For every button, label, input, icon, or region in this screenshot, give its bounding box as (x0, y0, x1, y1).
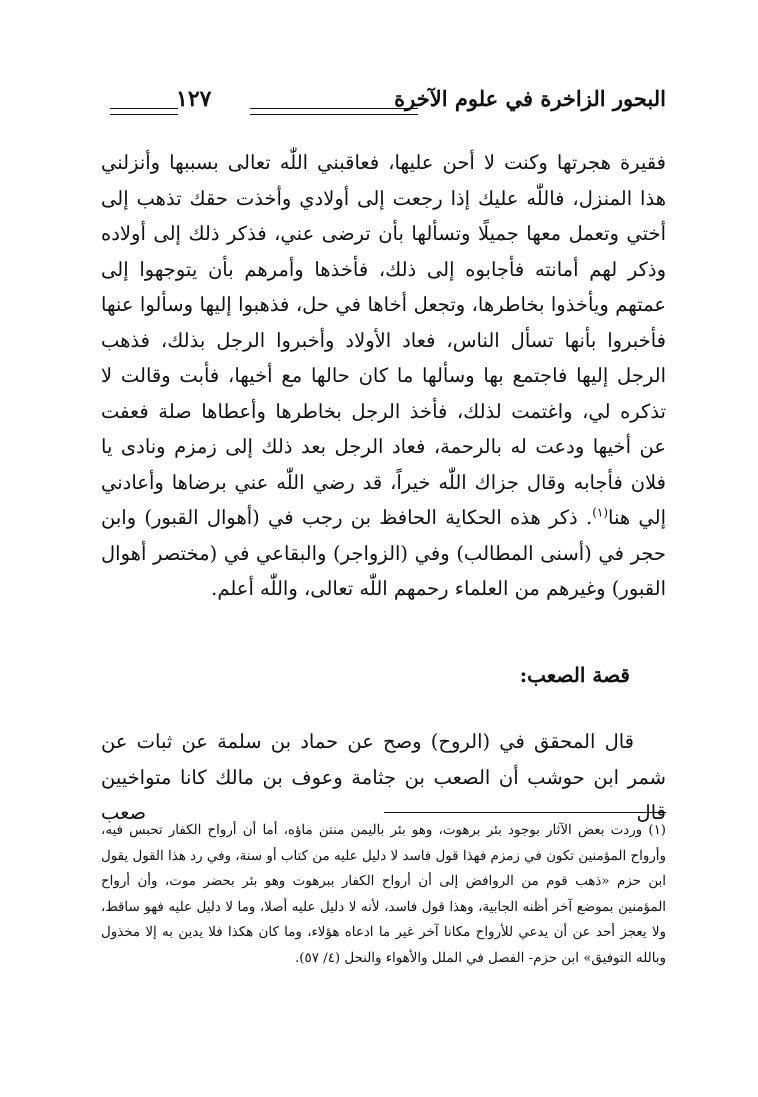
page-number: ١٢٧ (176, 86, 212, 112)
header-rule (250, 108, 418, 115)
footnote-reference[interactable]: (١) (592, 505, 609, 520)
main-text-after-ref: . ذكر هذه الحكاية الحافظ بن رجب في (أهوال القبور) وابن حجر في (أسنى المطالب) وفي (الزواجر) والبقاعي في (مختصر أهوال القبور) وغيرهم من العلماء رحمهم اللّٰه تعالى، واللّٰه أعلم. (101, 506, 666, 600)
section-heading: قصة الصعب: (519, 663, 630, 687)
main-text (101, 145, 666, 607)
footnote-block (101, 818, 666, 971)
footnote-separator (384, 812, 666, 813)
header-rule-short (110, 108, 178, 115)
section-text (101, 724, 666, 831)
main-text-before-ref: فقيرة هجرتها وكنت لا أحن عليها، فعاقبني اللّٰه تعالى بسببها وأنزلني هذا المنزل، فاللّٰه عليك إذا رجعت إلى أولادي وأخذت حقك تذهب إلى أختي وتعمل معها جميلًا وتسألها بأن ترضى عني، فذكر ذلك إلى أولاده وذكر لهم أمانته فأجابوه إلى ذلك، فأخذها وأمرهم بأن يتوجهوا إلى عمتهم ويأخذوا بخاطرها، وتجعل أخاها في حل، فذهبوا إليها وسألوا عنها فأخبروا بأنها تسأل الناس، فعاد الأولاد وأخبروا الرجل بذلك، فذهب الرجل إليها فاجتمع بها وسألها ما كان حالها مع أخيها، فأبت وقالت لا تذكره لي، واغتمت لذلك، فأخذ الرجل بخاطرها وأعطاها صلة فعفت عن أخيها ودعت له بالرحمة، فعاد الرجل بعد ذلك إلى زمزم ونادى يا فلان فأجابه وقال جزاك اللّٰه خيراً، قد رضي اللّٰه عني برضاها وأعادني إلي هنا (101, 151, 666, 529)
footnote-text: (١) وردت بعض الآثار بوجود بئر برهوت، وهو بئر باليمن منتن ماؤه، أما أن أرواح الكفار تحبس فيه، وأرواح المؤمنين تكون في زمزم فهذا قول فاسد لا دليل عليه من كتاب أو سنة، وفي رد هذا القول يقول ابن حزم «ذهب قوم من الروافض إلى أن أرواح الكفار ببرهوت وهو بئر بحضر موت، وأن أرواح المؤمنين بموضع آخر أظنه الجابية، وهذا قول فاسد، لأنه لا دليل عليه أصلا، وما لا دليل عليه فهو ساقط، ولا يعجز أحد عن أن يدعي للأرواح مكانا آخر غير ما ادعاه هؤلاء، وما كان هكذا فلا يدين به إلا مخذول وبالله التوفيق» ابن حزم- الفصل في الملل والأهواء والنحل (٤/ ٥٧). (101, 823, 666, 966)
main-paragraph (101, 145, 666, 607)
book-title: البحور الزاخرة في علوم الآخرة (394, 86, 666, 111)
running-header (110, 86, 666, 126)
section-paragraph: قال المحقق في (الروح) وصح عن حماد بن سلمة عن ثبات عن شمر ابن حوشب أن الصعب بن جثامة وعوف بن مالك كانا متواخيين قال صعب (101, 730, 666, 824)
